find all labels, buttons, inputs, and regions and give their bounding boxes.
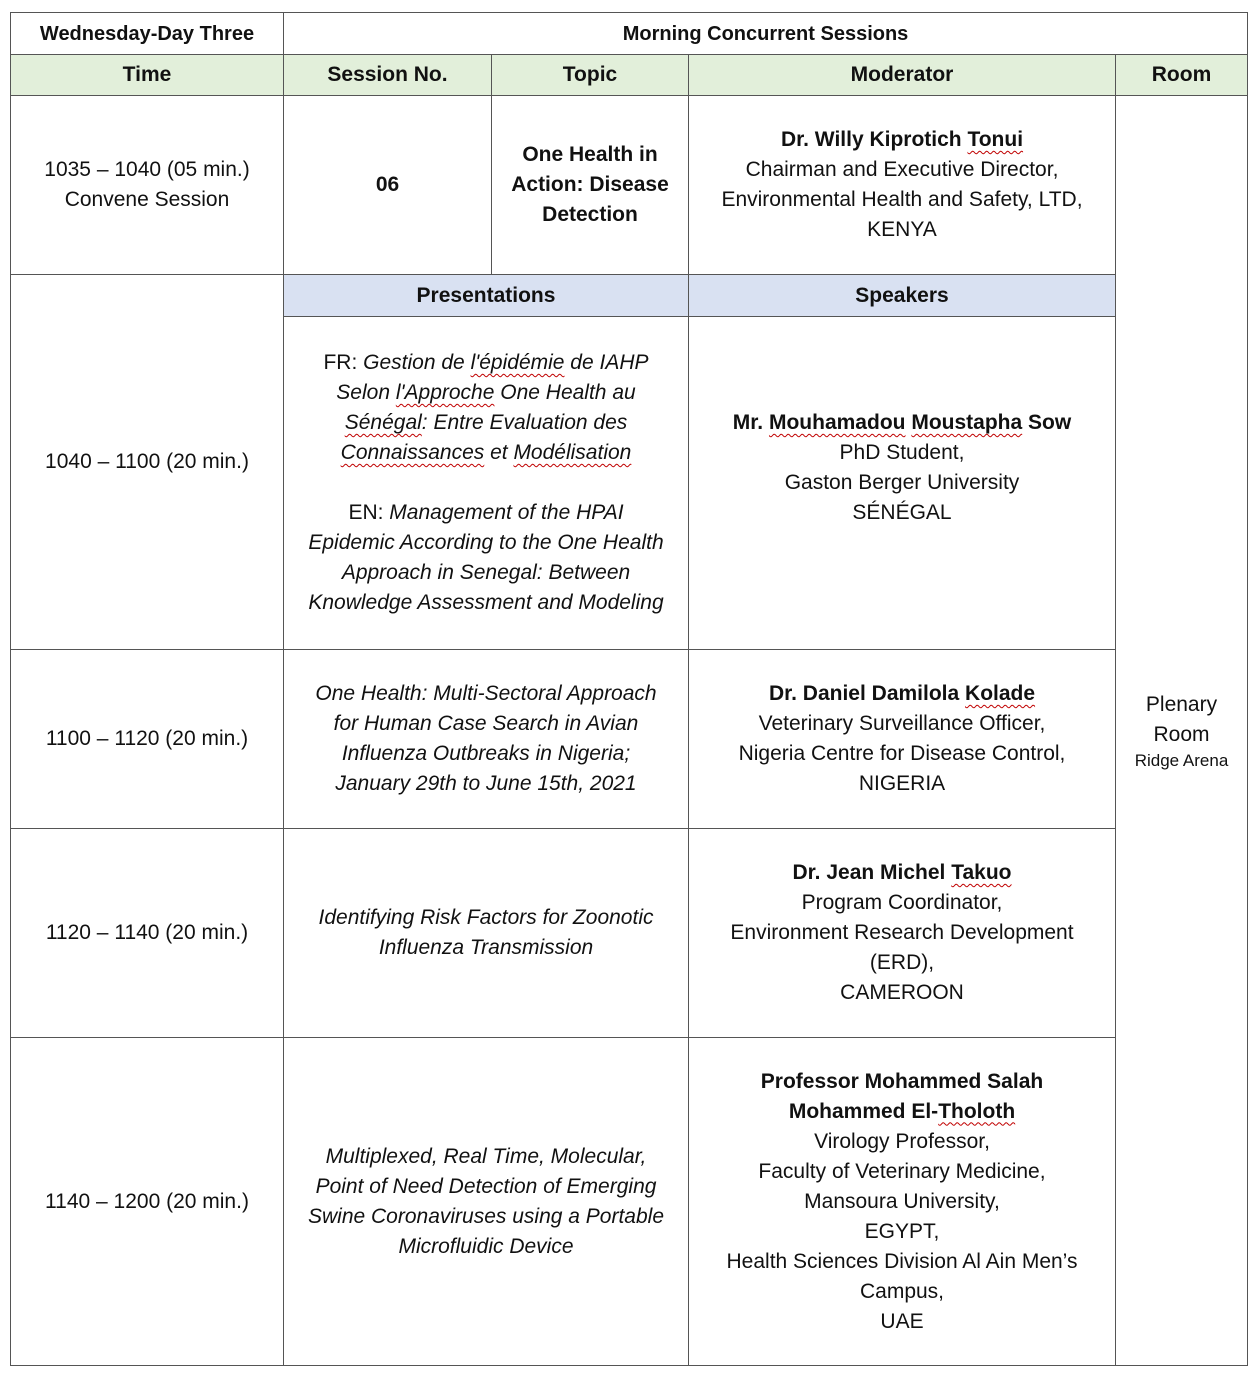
- speaker-name-part: Mouhamadou: [768, 411, 906, 434]
- row-time: 1120 – 1140 (20 min.): [11, 829, 284, 1038]
- spacer: [703, 528, 1101, 558]
- room-name: Room: [1153, 722, 1210, 746]
- presentation-title: [284, 650, 689, 829]
- presentation-title: [284, 1038, 689, 1366]
- fr-line: [298, 438, 674, 468]
- row-time: 1140 – 1200 (20 min.): [11, 1038, 284, 1366]
- moderator-title: Chairman and Executive Director,: [745, 158, 1059, 181]
- fr-text: l'épidémie: [470, 351, 565, 374]
- moderator-surname: Tonui: [967, 128, 1024, 151]
- fr-line: [298, 348, 674, 378]
- speaker-name-part: Dr. Daniel Damilola: [768, 682, 966, 705]
- speaker-cell: [689, 1038, 1116, 1366]
- fr-text: Connaissances: [340, 441, 485, 464]
- fr-text: : Entre Evaluation des: [421, 411, 628, 434]
- title-line: January 29th to June 15th, 2021: [335, 772, 637, 795]
- en-line: Knowledge Assessment and Modeling: [308, 591, 664, 614]
- session-number: 06: [284, 96, 492, 275]
- session-row: [11, 96, 1248, 275]
- title-line: Swine Coronaviruses using a Portable: [307, 1204, 665, 1228]
- speaker-info: Virology Professor,: [814, 1129, 990, 1153]
- fr-prefix: FR:: [323, 351, 364, 374]
- speaker-name-part: Dr. Jean Michel: [792, 861, 952, 884]
- fr-text: Selon: [336, 381, 396, 404]
- title-line: for Human Case Search in Avian: [333, 712, 639, 735]
- presentation-row: [11, 650, 1248, 829]
- speaker-info: EGYPT,: [864, 1219, 940, 1243]
- presentation-row: [11, 829, 1248, 1038]
- session-time: [11, 96, 284, 275]
- title-line: Point of Need Detection of Emerging: [315, 1174, 657, 1198]
- row-time: 1100 – 1120 (20 min.): [11, 650, 284, 829]
- column-header-row: [11, 55, 1248, 96]
- speaker-info: Health Sciences Division Al Ain Men’s: [726, 1249, 1078, 1273]
- fr-text: Gestion de: [363, 351, 471, 374]
- en-prefix: EN:: [348, 501, 390, 524]
- day-title: Wednesday-Day Three: [11, 13, 284, 55]
- session-time-label: Convene Session: [64, 188, 230, 211]
- fr-text: Modélisation: [513, 441, 632, 464]
- speaker-name-part: Moustapha: [911, 411, 1023, 434]
- moderator-org: Environmental Health and Safety, LTD,: [721, 188, 1083, 211]
- speaker-info: Environment Research Development: [730, 921, 1074, 944]
- speaker-cell: [689, 650, 1116, 829]
- speakers-header: Speakers: [689, 275, 1116, 317]
- speaker-name-part: Sow: [1022, 411, 1072, 434]
- schedule-table: [10, 12, 1248, 1366]
- session-topic: [492, 96, 689, 275]
- room-name: Plenary: [1145, 692, 1218, 716]
- fr-text: Sénégal: [344, 411, 422, 434]
- title-line: Identifying Risk Factors for Zoonotic: [318, 906, 654, 929]
- topic-line: Action: Disease: [511, 173, 669, 196]
- speaker-info: PhD Student,: [839, 441, 965, 464]
- speaker-name: [703, 1097, 1101, 1127]
- title-line: Microfluidic Device: [398, 1234, 574, 1258]
- fr-text: de IAHP: [564, 351, 649, 374]
- session-time-range: 1035 – 1040 (05 min.): [44, 158, 250, 181]
- row-time: 1040 – 1100 (20 min.): [11, 275, 284, 650]
- speaker-cell: [689, 317, 1116, 650]
- speaker-name: Professor Mohammed Salah: [760, 1069, 1044, 1093]
- speaker-info: CAMEROON: [840, 981, 964, 1004]
- title-line: Multiplexed, Real Time, Molecular,: [325, 1144, 647, 1168]
- moderator-name: [703, 125, 1101, 155]
- presentations-header: Presentations: [284, 275, 689, 317]
- presentations-header-row: [11, 275, 1248, 317]
- speaker-info: Gaston Berger University: [784, 471, 1020, 494]
- speaker-info: Mansoura University,: [804, 1189, 1000, 1213]
- topic-line: Detection: [542, 203, 638, 226]
- presentation-title: [284, 317, 689, 650]
- fr-text: et: [484, 441, 514, 464]
- fr-text: l'Approche: [395, 381, 495, 404]
- col-room: Room: [1116, 55, 1248, 96]
- en-line: Approach in Senegal: Between: [341, 561, 631, 584]
- speaker-info: Program Coordinator,: [801, 891, 1003, 914]
- speaker-name: [703, 679, 1101, 709]
- speaker-info: SÉNÉGAL: [852, 501, 952, 524]
- spacer: [298, 468, 674, 498]
- fr-text: One Health au: [494, 381, 636, 404]
- en-line: [298, 498, 674, 528]
- speaker-info: Nigeria Centre for Disease Control,: [738, 742, 1066, 765]
- speaker-info: (ERD),: [869, 951, 935, 974]
- topic-line: One Health in: [522, 143, 658, 166]
- speaker-info: NIGERIA: [858, 772, 946, 795]
- en-text: Management of the HPAI: [389, 501, 624, 524]
- presentation-row: [11, 1038, 1248, 1366]
- speaker-name-part: Kolade: [965, 682, 1036, 705]
- speaker-name: [703, 858, 1101, 888]
- speaker-info: Faculty of Veterinary Medicine,: [758, 1159, 1046, 1183]
- col-moderator: Moderator: [689, 55, 1116, 96]
- speaker-info: UAE: [880, 1309, 924, 1333]
- presentation-title: [284, 829, 689, 1038]
- fr-line: [298, 378, 674, 408]
- speaker-cell: [689, 829, 1116, 1038]
- moderator-country: KENYA: [867, 218, 937, 241]
- col-topic: Topic: [492, 55, 689, 96]
- speaker-name-part: Tholoth: [938, 1099, 1016, 1123]
- moderator-name-prefix: Dr. Willy Kiprotich: [780, 128, 968, 151]
- sessions-title: Morning Concurrent Sessions: [284, 13, 1248, 55]
- speaker-name-part: Mr.: [732, 411, 769, 434]
- col-session-no: Session No.: [284, 55, 492, 96]
- fr-line: [298, 408, 674, 438]
- speaker-info: Campus,: [859, 1279, 945, 1303]
- speaker-name-part: Takuo: [951, 861, 1012, 884]
- session-moderator: [689, 96, 1116, 275]
- room-detail: Ridge Arena: [1134, 750, 1229, 770]
- title-line: Influenza Outbreaks in Nigeria;: [341, 742, 631, 765]
- speaker-name: [703, 408, 1101, 438]
- col-time: Time: [11, 55, 284, 96]
- speaker-name-part: Mohammed El-: [788, 1099, 939, 1123]
- title-row: [11, 13, 1248, 55]
- room-cell: [1116, 96, 1248, 1366]
- title-line: One Health: Multi-Sectoral Approach: [315, 682, 657, 705]
- speaker-info: Veterinary Surveillance Officer,: [758, 712, 1046, 735]
- en-line: Epidemic According to the One Health: [308, 531, 664, 554]
- title-line: Influenza Transmission: [378, 936, 594, 959]
